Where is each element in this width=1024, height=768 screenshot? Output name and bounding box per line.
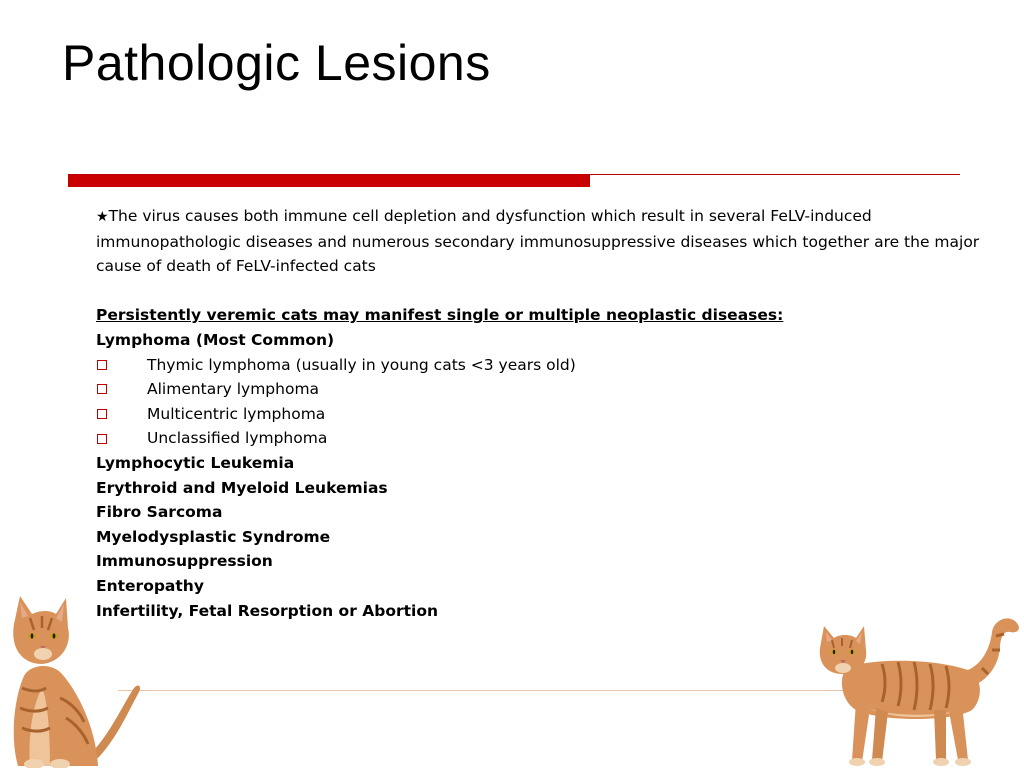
list-item-label: Thymic lymphoma (usually in young cats <3 years old) [147, 355, 576, 374]
spacer [96, 279, 986, 304]
disease-item: Enteropathy [96, 576, 204, 595]
list-item [96, 402, 986, 427]
list-item [96, 353, 986, 378]
square-bullet-icon [97, 434, 107, 444]
intro-paragraph [96, 204, 986, 279]
square-bullet-icon [97, 360, 107, 370]
title-divider-thick [68, 175, 590, 187]
list-item-label: Multicentric lymphoma [147, 404, 326, 423]
lymphoma-heading: Lymphoma (Most Common) [96, 330, 335, 349]
star-icon: ★ [96, 209, 109, 225]
square-bullet-icon [97, 384, 107, 394]
disease-item: Fibro Sarcoma [96, 503, 223, 522]
square-bullet-icon [97, 409, 107, 419]
list-item [96, 377, 986, 402]
sitting-cat-image [0, 588, 145, 768]
disease-item: Erythroid and Myeloid Leukemias [96, 478, 388, 497]
slide-title: Pathologic Lesions [62, 35, 491, 91]
section-heading: Persistently veremic cats may manifest single or multiple neoplastic diseases: [96, 306, 784, 325]
disease-item: Infertility, Fetal Resorption or Abortion [96, 601, 439, 620]
list-item [96, 426, 986, 451]
disease-item: Myelodysplastic Syndrome [96, 527, 331, 546]
list-item-label: Alimentary lymphoma [147, 380, 320, 399]
disease-item: Lymphocytic Leukemia [96, 453, 295, 472]
disease-item: Immunosuppression [96, 552, 273, 571]
intro-text: The virus causes both immune cell depletion and dysfunction which result in several FeLV-induced immunopathologic diseases and numerous secondary immunosuppressive diseases which together are the major cause of death of FeLV-infected cats [96, 207, 980, 276]
list-item-label: Unclassified lymphoma [147, 429, 328, 448]
walking-cat-image [812, 610, 1024, 768]
slide-body [96, 204, 986, 623]
